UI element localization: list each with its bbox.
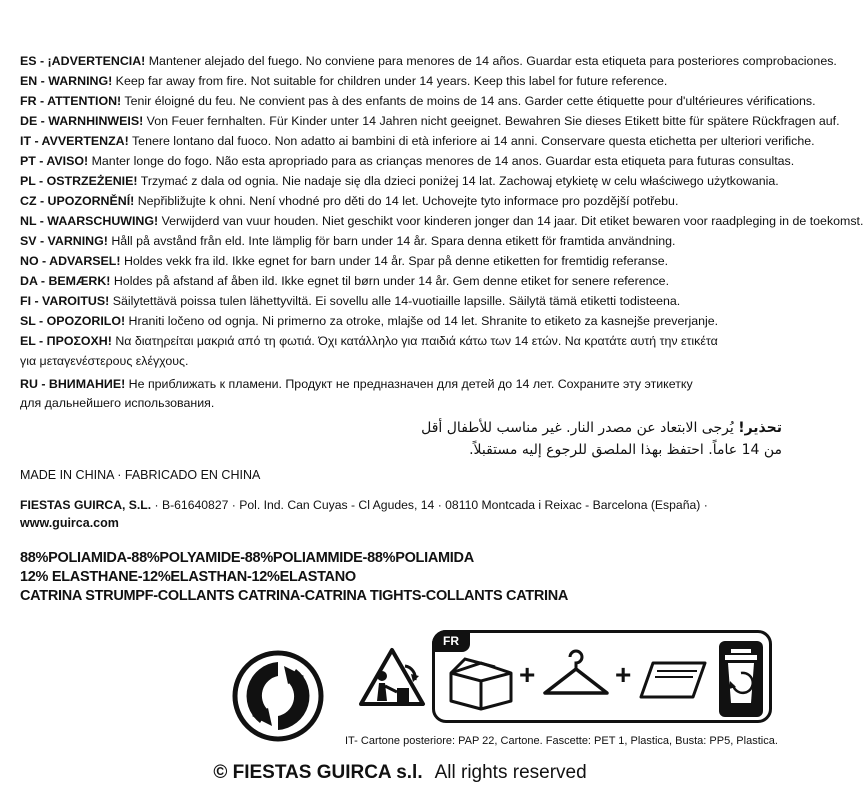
website: www.guirca.com	[20, 516, 119, 530]
company-name: FIESTAS GUIRCA, S.L.	[20, 498, 152, 512]
warning-ru-cont	[20, 395, 785, 411]
warning-text: Не приближать к пламени. Продукт не предназначен для детей до 14 лет. Сохраните эту этикетку	[125, 377, 693, 391]
warning-no	[20, 253, 785, 269]
warning-text: Tenir éloigné du feu. Ne convient pas à des enfants de moins de 14 ans. Garder cette étiquette pour d'ultérieures vérifications.	[121, 94, 816, 108]
warning-cz	[20, 193, 785, 209]
warning-text: Säilytettävä poissa tulen lähettyviltä. Ei sovellu alle 14-vuotiaille lapsille. Säilytä tämä etiketti todisteena.	[109, 294, 681, 308]
warning-code: تحذير!	[738, 420, 782, 436]
composition-line: CATRINA STRUMPF-COLLANTS CATRINA-CATRINA TIGHTS-COLLANTS CATRINA	[20, 588, 569, 604]
company-info	[20, 498, 708, 512]
warning-code: NL - WAARSCHUWING!	[20, 214, 159, 228]
made-in: MADE IN CHINA · FABRICADO EN CHINA	[20, 468, 261, 482]
warning-code: FR - ATTENTION!	[20, 94, 122, 108]
green-dot-icon	[232, 650, 324, 742]
warning-pl	[20, 173, 785, 189]
recycling-panel	[432, 630, 772, 723]
box-icon	[445, 655, 517, 711]
warning-de	[20, 113, 840, 129]
warning-text: Von Feuer fernhalten. Für Kinder unter 14 Jahren nicht geeignet. Bewahren Sie dieses Etikett bitte für spätere Rückfragen auf.	[143, 114, 840, 128]
warning-code: SV - VARNING!	[20, 234, 108, 248]
warning-text: Verwijderd van vuur houden. Niet geschikt voor kinderen jonger dan 14 jaar. Dit etiket bewaren voor raadpleging in de toekomst.	[158, 214, 863, 228]
warning-fr	[20, 93, 816, 109]
warning-code: SL - OPOZORILO!	[20, 314, 126, 328]
warning-el-cont	[20, 353, 785, 369]
warning-code: CZ - UPOZORNĚNÍ!	[20, 194, 135, 208]
warning-text: Trzymać z dala od ognia. Nie nadaje się dla dzieci poniżej 14 lat. Zachowaj etykietę w celu właściwego użytkowania.	[137, 174, 779, 188]
warning-code: IT - AVVERTENZA!	[20, 134, 129, 148]
warning-en	[20, 73, 785, 89]
warning-ru	[20, 376, 785, 392]
country-tab: FR	[432, 630, 470, 652]
bag-icon	[635, 655, 711, 705]
plus-sign: +	[519, 659, 536, 690]
warning-code: NO - ADVARSEL!	[20, 254, 121, 268]
warning-text-cont: من 14 عاماً. احتفظ بهذا الملصق للرجوع إليه مستقبلاً.	[469, 442, 782, 458]
warning-text: Holdes vekk fra ild. Ikke egnet for barn under 14 år. Spar på denne etiketten for fremtidig referanse.	[120, 254, 669, 268]
warning-text: Να διατηρείται μακριά από τη φωτιά. Όχι κατάλληλο για παιδιά κάτω των 14 ετών. Να κρατάτε αυτή την ετικέτα	[111, 334, 718, 348]
recycling-caption: IT- Cartone posteriore: PAP 22, Cartone. Fascette: PET 1, Plastica, Busta: PP5, Plastica.	[345, 735, 778, 747]
warning-code: RU - ВНИМАНИЕ!	[20, 377, 126, 391]
company-details: · B-61640827 · Pol. Ind. Can Cuyas - Cl Agudes, 14 · 08110 Montcada i Reixac - Barcelona (España) ·	[151, 498, 708, 512]
warning-sl	[20, 313, 785, 329]
warning-ar	[362, 417, 782, 461]
warning-code: DA - BEMÆRK!	[20, 274, 111, 288]
warning-text: Tenere lontano dal fuoco. Non adatto ai bambini di età inferiore ai 14 anni. Conservare questa etichetta per ulteriori verifiche.	[128, 134, 815, 148]
warning-it	[20, 133, 815, 149]
hanger-icon	[539, 647, 613, 707]
warning-es	[20, 53, 837, 69]
warning-code: PT - AVISO!	[20, 154, 89, 168]
warning-text: Holdes på afstand af åben ild. Ikke egnet til børn under 14 år. Gem denne etiket for senere reference.	[110, 274, 670, 288]
recycle-bin-icon	[717, 641, 765, 717]
warning-text: يُرجى الابتعاد عن مصدر النار. غير مناسب للأطفال أقل	[421, 420, 739, 436]
composition-line: 88%POLIAMIDA-88%POLYAMIDE-88%POLIAMMIDE-88%POLIAMIDA	[20, 550, 474, 566]
tidyman-icon	[357, 646, 427, 726]
warning-code: FI - VAROITUS!	[20, 294, 110, 308]
warning-pt	[20, 153, 795, 169]
warning-sv	[20, 233, 785, 249]
warning-el	[20, 333, 785, 349]
warning-text: Manter longe do fogo. Não esta apropriado para as crianças menores de 14 anos. Guardar esta etiqueta para futuras consultas.	[88, 154, 795, 168]
warning-code: EN - WARNING!	[20, 74, 113, 88]
warning-text: Keep far away from fire. Not suitable for children under 14 years. Keep this label for future reference.	[112, 74, 668, 88]
footer	[0, 762, 800, 784]
footer-brand: © FIESTAS GUIRCA s.l.	[213, 762, 423, 783]
warning-code: EL - ΠΡΟΣΟΧΗ!	[20, 334, 112, 348]
warning-text: Hraniti ločeno od ognja. Ni primerno za otroke, mlajše od 14 let. Shranite to etiketo za kasnejše preverjanje.	[125, 314, 719, 328]
warning-text: для дальнейшего использования.	[20, 396, 215, 410]
composition-line: 12% ELASTHANE-12%ELASTHAN-12%ELASTANO	[20, 569, 356, 585]
warning-da	[20, 273, 785, 289]
warning-text: Håll på avstånd från eld. Inte lämplig för barn under 14 år. Spara denna etikett för framtida användning.	[107, 234, 676, 248]
footer-rights: All rights reserved	[434, 762, 587, 783]
warning-fi	[20, 293, 785, 309]
warning-code: PL - OSTRZEŻENIE!	[20, 174, 138, 188]
warning-text: Mantener alejado del fuego. No conviene para menores de 14 años. Guardar esta etiqueta para posteriores comprobaciones.	[145, 54, 837, 68]
warning-text: για μεταγενέστερους ελέγχους.	[20, 354, 189, 368]
warning-text: Nepřibližujte k ohni. Není vhodné pro děti do 14 let. Uchovejte tyto informace pro pozdější potřebu.	[134, 194, 679, 208]
plus-sign: +	[615, 659, 632, 690]
warning-nl	[20, 213, 863, 229]
warning-code: DE - WARNHINWEIS!	[20, 114, 144, 128]
warning-code: ES - ¡ADVERTENCIA!	[20, 54, 146, 68]
